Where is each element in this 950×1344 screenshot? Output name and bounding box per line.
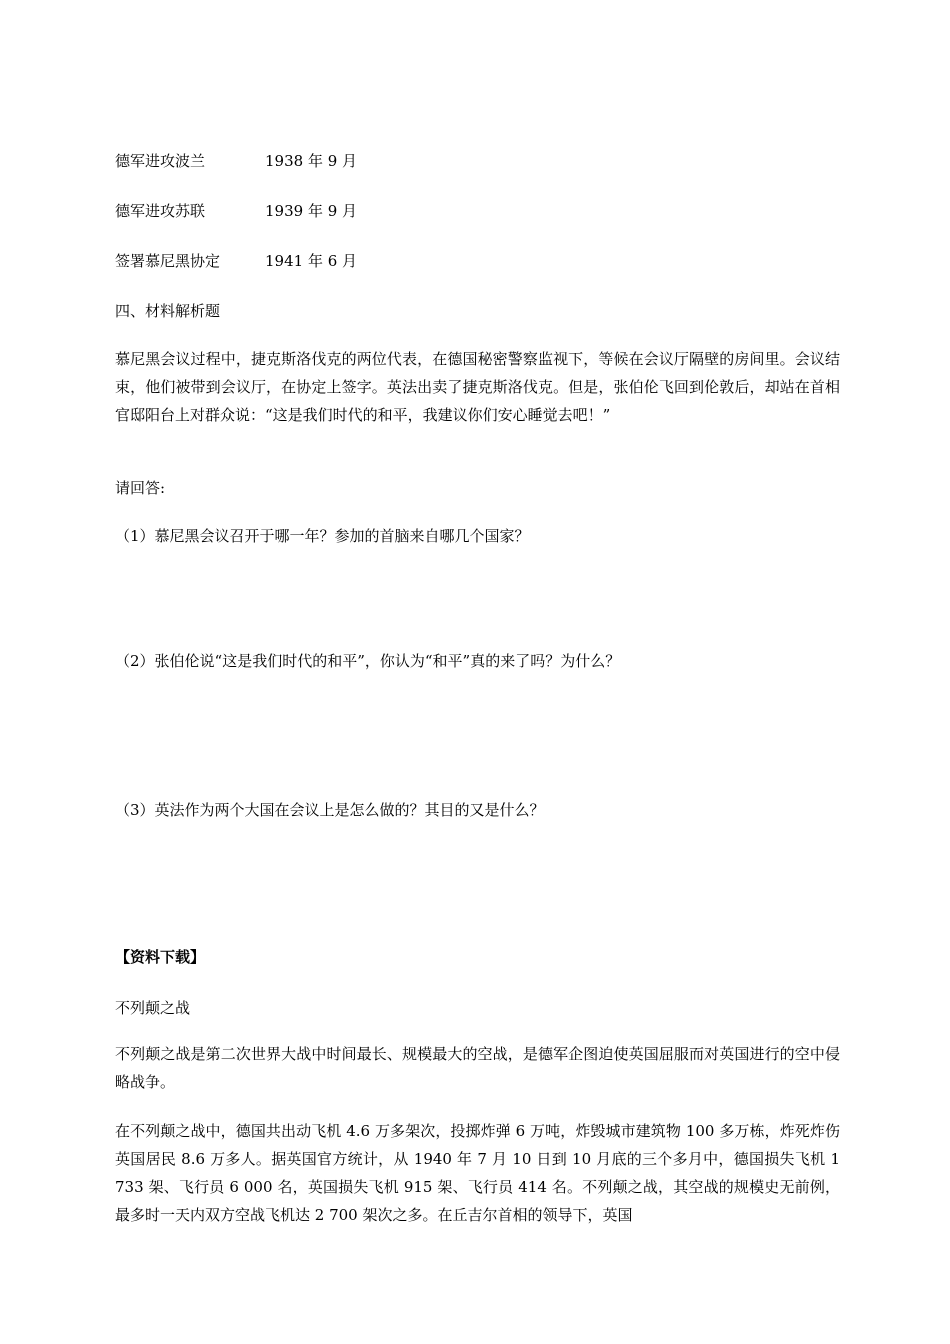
question-3: （3）英法作为两个大国在会议上是怎么做的？其目的又是什么？ [115, 801, 545, 819]
question-1: （1）慕尼黑会议召开于哪一年？参加的首脑来自哪几个国家？ [115, 527, 530, 545]
answer-prompt: 请回答: [115, 479, 166, 497]
section-title: 四、材料解析题 [115, 302, 221, 320]
matching-event: 德军进攻波兰 [115, 152, 206, 170]
matching-date: 1938 年 9 月 [265, 152, 358, 170]
article-title: 不列颠之战 [115, 999, 191, 1017]
download-header: 【资料下载】 [115, 948, 206, 966]
matching-date: 1941 年 6 月 [265, 252, 358, 270]
article-paragraph-2: 在不列颠之战中，德国共出动飞机 4.6 万多架次，投掷炸弹 6 万吨，炸毁城市建筑物 100 多万栋，炸死炸伤英国居民 8.6 万多人。据英国官方统计，从 1940 年 7 月 10 日到 10 月底的三个多月中，德国损失飞机 1 733 架、飞行员 6 000 名，英国损失飞机 915 架、飞行员 414 名。不列颠之战，其空战的规模史无前例，最多时一天内双方空战飞机达 2 700 架次之多。在丘吉尔首相的领导下，英国 [115, 1122, 840, 1224]
matching-date: 1939 年 9 月 [265, 202, 358, 220]
matching-event: 签署慕尼黑协定 [115, 252, 221, 270]
article-paragraph-1: 不列颠之战是第二次世界大战中时间最长、规模最大的空战，是德军企图迫使英国屈服而对英国进行的空中侵略战争。 [115, 1045, 840, 1091]
matching-event: 德军进攻苏联 [115, 202, 206, 220]
question-2: （2）张伯伦说“这是我们时代的和平”，你认为“和平”真的来了吗？为什么？ [115, 652, 621, 670]
material-paragraph: 慕尼黑会议过程中，捷克斯洛伐克的两位代表，在德国秘密警察监视下，等候在会议厅隔壁的房间里。会议结束，他们被带到会议厅，在协定上签字。英法出卖了捷克斯洛伐克。但是，张伯伦飞回到伦敦后，却站在首相官邸阳台上对群众说：“这是我们时代的和平，我建议你们安心睡觉去吧！” [115, 350, 840, 424]
matching-row [115, 199, 358, 223]
matching-row [115, 149, 358, 173]
matching-row [115, 249, 358, 273]
